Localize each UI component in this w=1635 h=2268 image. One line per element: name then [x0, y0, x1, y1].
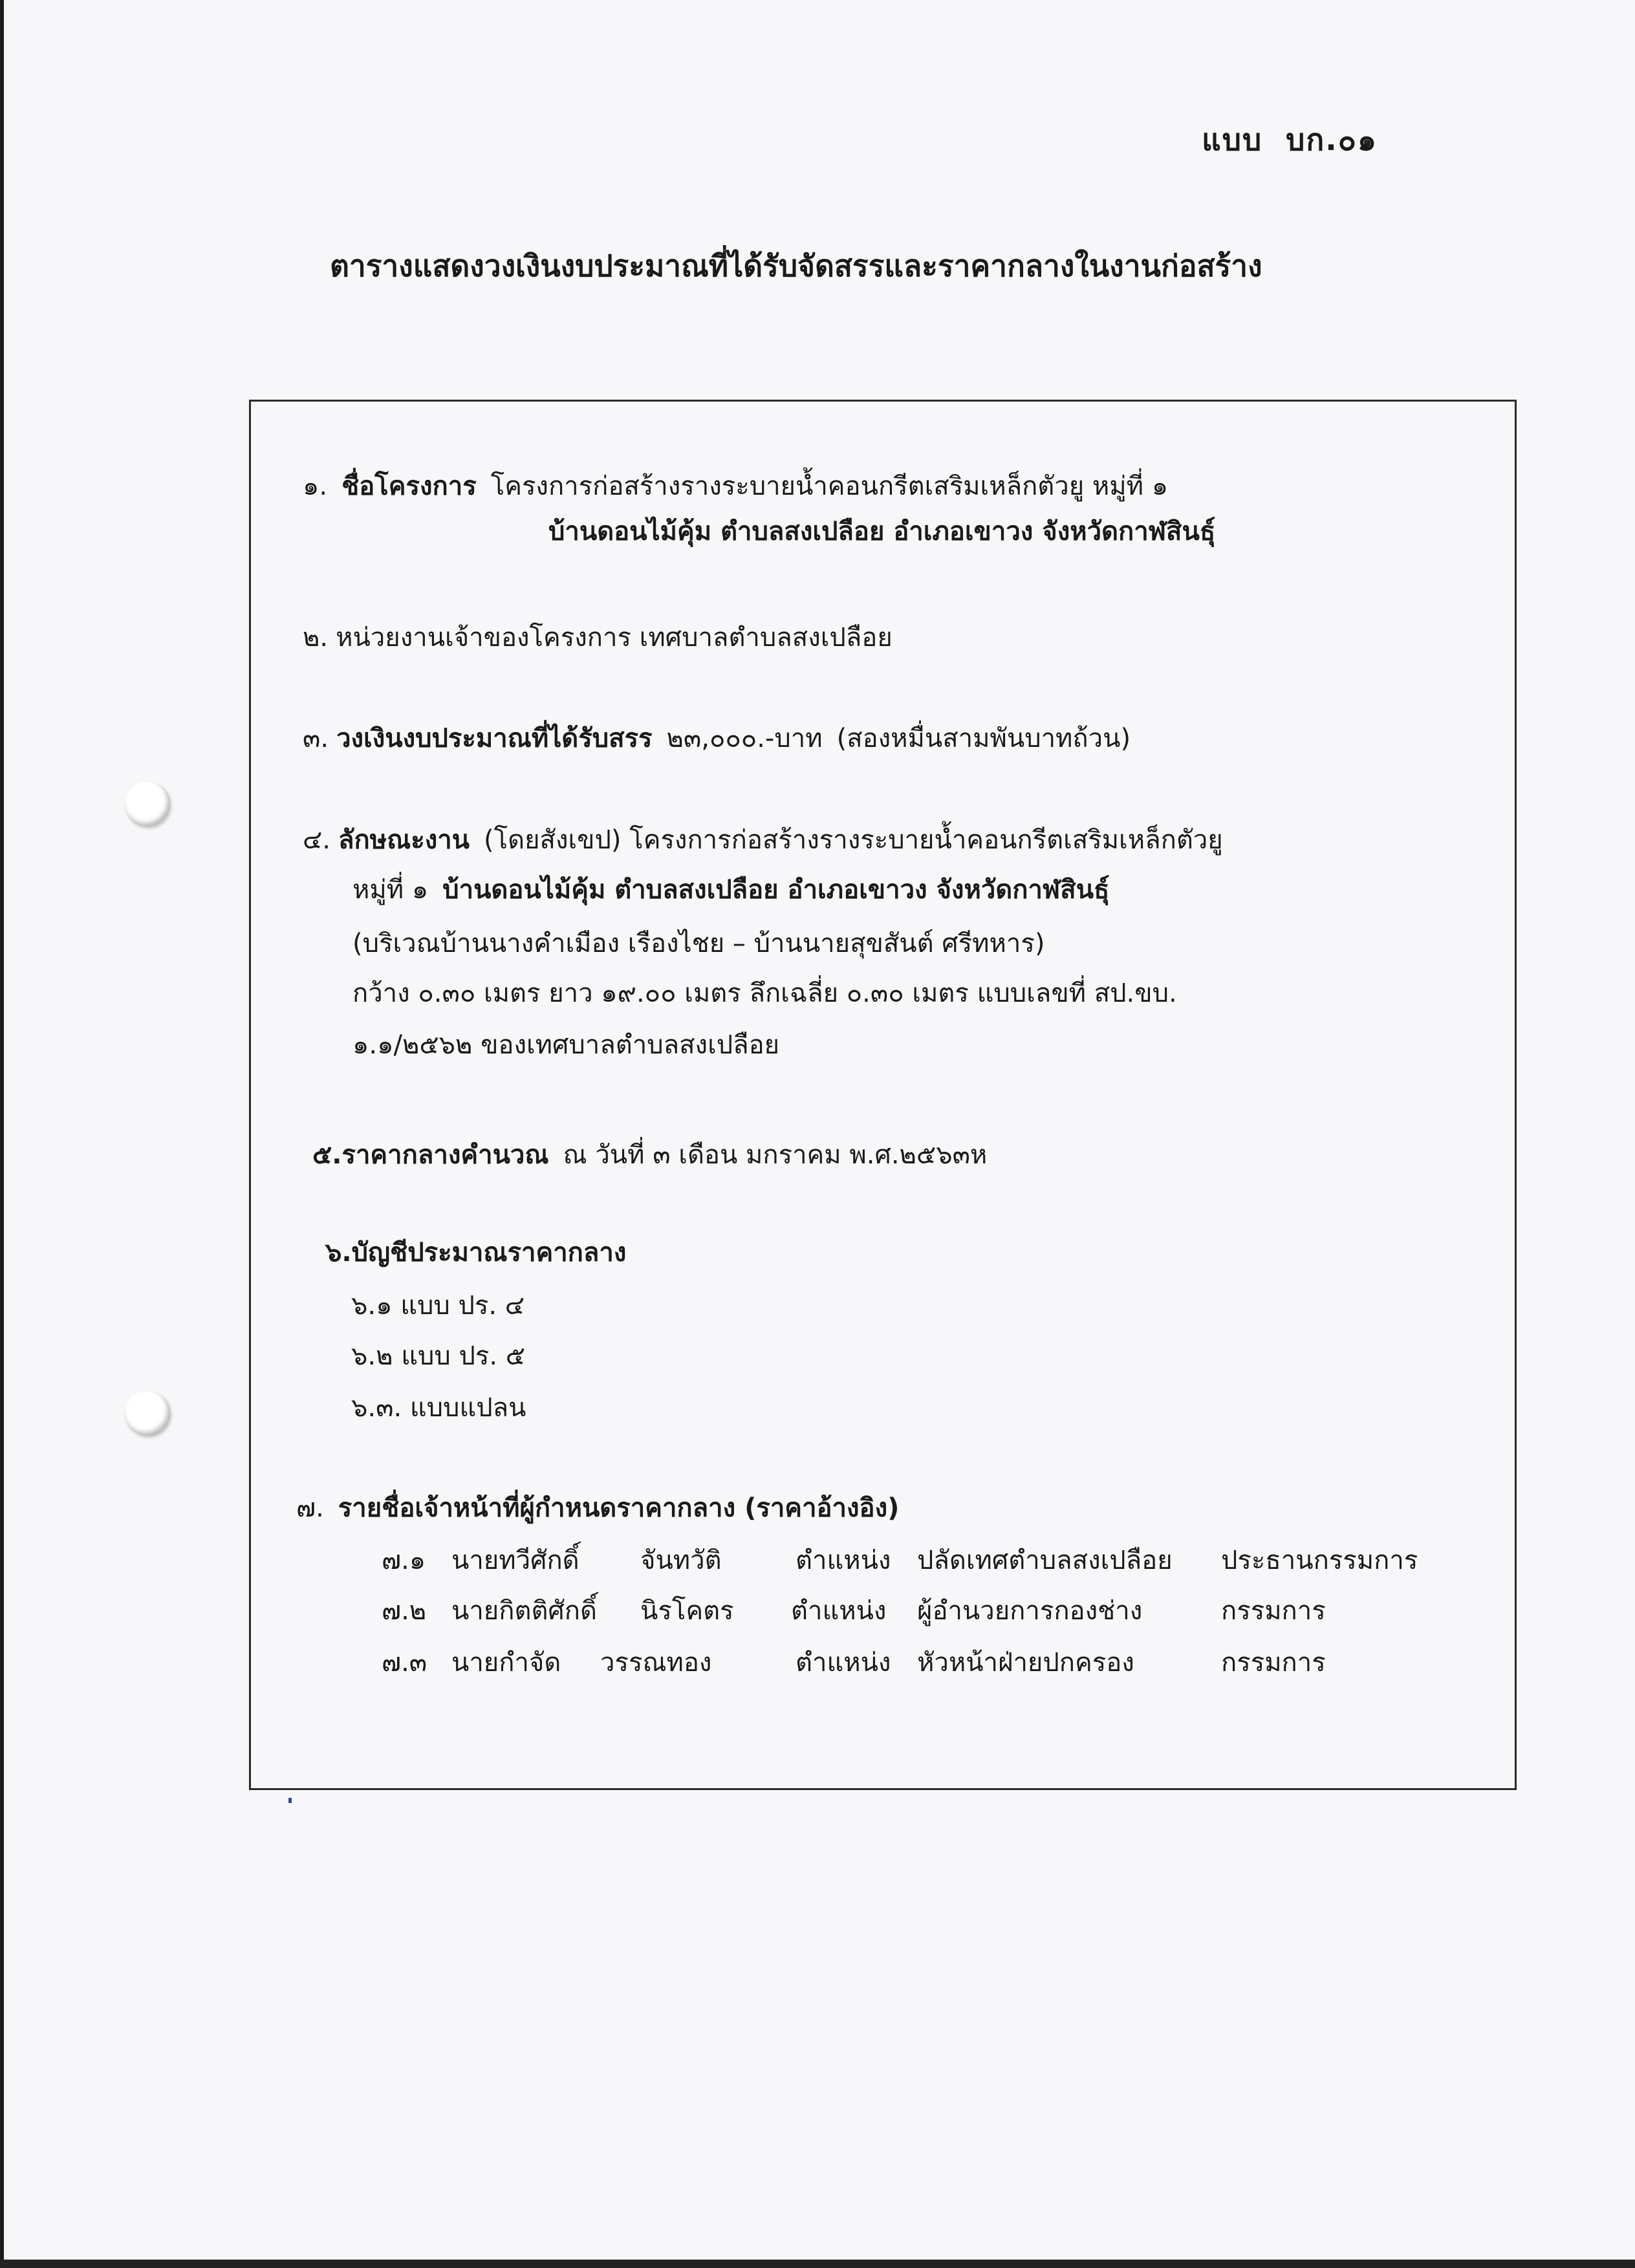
- punch-hole-bottom: [125, 1390, 170, 1436]
- item-1-line-2: บ้านดอนไม้คุ้ม ตำบลสงเปลือย อำเภอเขาวง จังหวัดกาฬสินธุ์: [548, 517, 1216, 546]
- member-2-first-name: นายกิตติศักดิ์: [451, 1596, 597, 1626]
- item-3-line: [303, 723, 1131, 754]
- item-4-line-2-location: บ้านดอนไม้คุ้ม ตำบลสงเปลือย อำเภอเขาวง จังหวัดกาฬสินธุ์: [442, 875, 1110, 905]
- item-2-line: [303, 622, 893, 653]
- item-7-line: [296, 1493, 899, 1524]
- member-2-position: ผู้อำนวยการกองช่าง: [917, 1596, 1143, 1626]
- item-3-amount: ๒๓,๐๐๐.-บาท: [666, 724, 823, 753]
- item-1-text: โครงการก่อสร้างรางระบายน้ำคอนกรีตเสริมเหล็กตัวยู หมู่ที่ ๑: [490, 471, 1169, 501]
- item-5-label: ๕.ราคากลางคำนวณ: [312, 1140, 549, 1170]
- member-row-3: [382, 1641, 1449, 1678]
- item-2-text: หน่วยงานเจ้าของโครงการ เทศบาลตำบลสงเปลือย: [336, 623, 893, 653]
- member-2-position-label: ตำแหน่ง: [791, 1596, 887, 1626]
- member-1-first-name: นายทวีศักดิ์: [451, 1546, 579, 1575]
- member-row-1: [382, 1539, 1449, 1575]
- item-4-label: ลักษณะงาน: [338, 825, 470, 855]
- item-3-number: ๓.: [303, 724, 329, 753]
- item-6-subitem-3: ๖.๓. แบบแปลน: [351, 1393, 526, 1423]
- item-2-number: ๒.: [303, 623, 329, 653]
- member-3-position: หัวหน้าฝ่ายปกครอง: [917, 1648, 1134, 1678]
- member-2-no: ๗.๒: [382, 1596, 427, 1626]
- item-6-label: ๖.บัญชีประมาณราคากลาง: [325, 1238, 627, 1268]
- item-3-label: วงเงินงบประมาณที่ได้รับสรร: [336, 724, 653, 753]
- member-2-last-name: นิรโคตร: [640, 1596, 734, 1626]
- scan-edge-bottom: [0, 2260, 1635, 2268]
- member-1-position-label: ตำแหน่ง: [796, 1546, 891, 1575]
- stray-ink-mark: [288, 1798, 292, 1803]
- item-4-line-3: (บริเวณบ้านนางคำเมือง เรืองไชย – บ้านนายสุขสันต์ ศรีทหาร): [352, 929, 1045, 958]
- member-row-2: [382, 1590, 1449, 1626]
- document-title: ตารางแสดงวงเงินงบประมาณที่ได้รับจัดสรรและราคากลางในงานก่อสร้าง: [330, 248, 1262, 283]
- item-4-line-1: [303, 825, 1223, 856]
- punch-hole-top: [125, 781, 170, 826]
- content-frame: [249, 400, 1517, 1790]
- item-5-text: ณ วันที่ ๓ เดือน มกราคม พ.ศ.๒๕๖๓ห: [563, 1140, 988, 1170]
- member-2-role: กรรมการ: [1221, 1596, 1326, 1626]
- item-7-label: รายชื่อเจ้าหน้าที่ผู้กำหนดราคากลาง (ราคาอ้างอิง): [338, 1493, 900, 1523]
- item-6-subitem-2: ๖.๒ แบบ ปร. ๕: [351, 1341, 526, 1371]
- item-4-line-4: กว้าง ๐.๓๐ เมตร ยาว ๑๙.๐๐ เมตร ลึกเฉลี่ย ๐.๓๐ เมตร แบบเลขที่ สป.ขบ.: [352, 978, 1177, 1008]
- item-4-line-5: ๑.๑/๒๕๖๒ ของเทศบาลตำบลสงเปลือย: [352, 1030, 780, 1060]
- item-4-line-2-prefix: หมู่ที่ ๑: [352, 875, 429, 905]
- item-4-number: ๔.: [303, 825, 330, 855]
- member-3-last-name: วรรณทอง: [600, 1648, 712, 1678]
- form-code: แบบ บก.๐๑: [1202, 122, 1378, 157]
- member-1-position: ปลัดเทศตำบลสงเปลือย: [917, 1546, 1173, 1575]
- item-1-number: ๑.: [303, 471, 328, 501]
- member-3-first-name: นายกำจัด: [451, 1648, 561, 1678]
- member-1-role: ประธานกรรมการ: [1221, 1546, 1418, 1575]
- member-1-last-name: จันทวัติ: [640, 1546, 722, 1575]
- item-3-amount-words: (สองหมื่นสามพันบาทถ้วน): [836, 724, 1131, 753]
- item-4-text: (โดยสังเขป) โครงการก่อสร้างรางระบายน้ำคอนกรีตเสริมเหล็กตัวยู: [484, 825, 1223, 855]
- item-1-label: ชื่อโครงการ: [341, 471, 477, 501]
- member-3-position-label: ตำแหน่ง: [796, 1648, 891, 1678]
- member-3-role: กรรมการ: [1221, 1648, 1326, 1678]
- item-4-line-2: [352, 874, 1109, 905]
- item-6-subitem-1: ๖.๑ แบบ ปร. ๔: [351, 1291, 525, 1321]
- scan-edge-left: [0, 0, 4, 2268]
- item-7-number: ๗.: [296, 1493, 324, 1523]
- item-1-line-1: [303, 471, 1168, 502]
- member-1-no: ๗.๑: [382, 1546, 426, 1575]
- item-5-line: [312, 1139, 987, 1171]
- member-3-no: ๗.๓: [382, 1648, 428, 1678]
